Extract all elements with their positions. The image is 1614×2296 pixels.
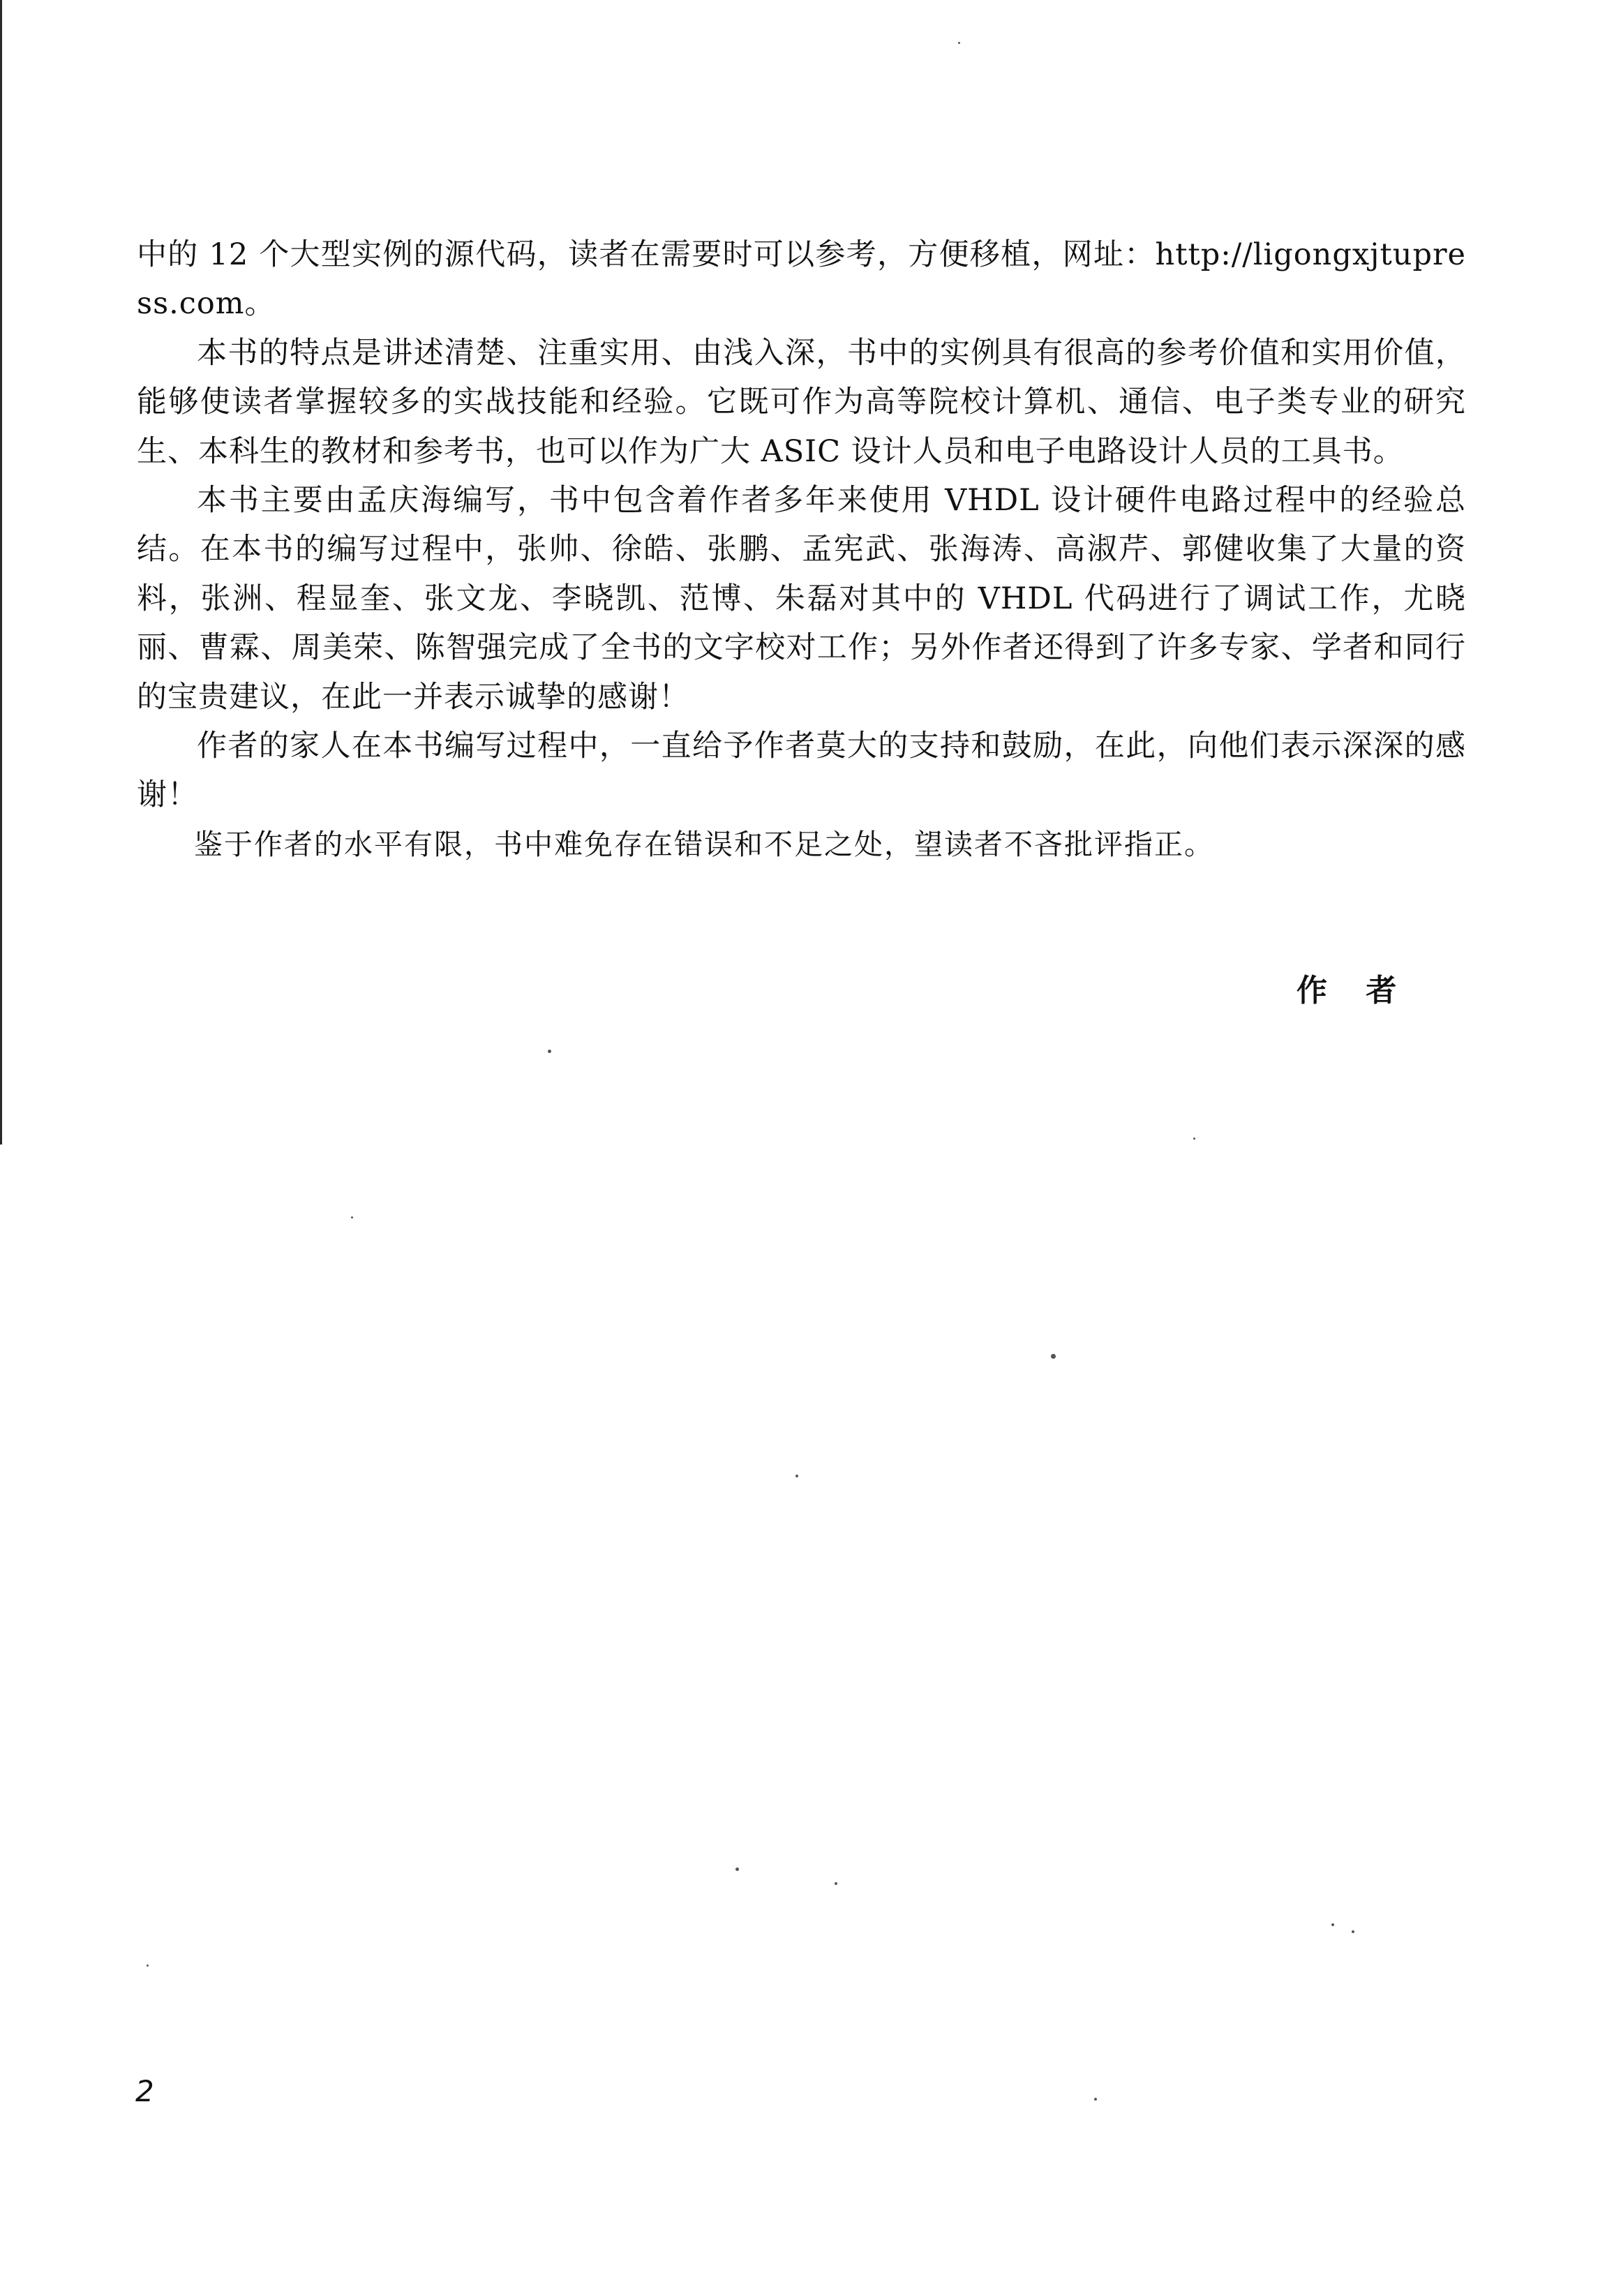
scan-speck	[958, 42, 960, 44]
scan-speck	[1193, 1138, 1195, 1140]
scan-speck	[147, 1965, 149, 1967]
scan-speck	[1352, 1930, 1354, 1933]
scan-speck	[835, 1882, 837, 1885]
scan-speck	[735, 1868, 739, 1871]
scan-speck	[795, 1475, 798, 1477]
author-signature: 作 者	[1297, 973, 1398, 1008]
paragraph-family-thanks: 作者的家人在本书编写过程中，一直给予作者莫大的支持和鼓励，在此，向他们表示深深的感谢！	[137, 729, 1466, 813]
page-number: 2	[135, 2074, 154, 2108]
scan-speck	[1051, 1354, 1056, 1359]
preface-body	[137, 230, 1466, 869]
scan-speck	[1094, 2098, 1097, 2101]
scan-speck	[1331, 1923, 1334, 1926]
paragraph-acknowledgements: 本书主要由孟庆海编写，书中包含着作者多年来使用 VHDL 设计硬件电路过程中的经验总结。在本书的编写过程中，张帅、徐皓、张鹏、孟宪武、张海涛、高淑芹、郭健收集了大量的资料，张洲、程显奎、张文龙、李晓凯、范博、朱磊对其中的 VHDL 代码进行了调试工作，尤晓丽、曹霖、周美荣、陈智强完成了全书的文字校对工作；另外作者还得到了许多专家、学者和同行的宝贵建议，在此一并表示诚挚的感谢！	[137, 483, 1466, 715]
scan-speck	[351, 1216, 353, 1218]
paragraph-errata-note: 鉴于作者的水平有限，书中难免存在错误和不足之处，望读者不吝批评指正。	[194, 827, 1214, 861]
scan-speck	[548, 1050, 551, 1053]
paragraph-book-features: 本书的特点是讲述清楚、注重实用、由浅入深，书中的实例具有很高的参考价值和实用价值，能够使读者掌握较多的实战技能和经验。它既可作为高等院校计算机、通信、电子类专业的研究生、本科生的教材和参考书，也可以作为广大 ASIC 设计人员和电子电路设计人员的工具书。	[137, 335, 1466, 469]
paragraph-continuation: 中的 12 个大型实例的源代码，读者在需要时可以参考，方便移植，网址：http://ligongxjtupress.com。	[137, 237, 1466, 322]
scan-edge-line	[0, 0, 2, 1145]
